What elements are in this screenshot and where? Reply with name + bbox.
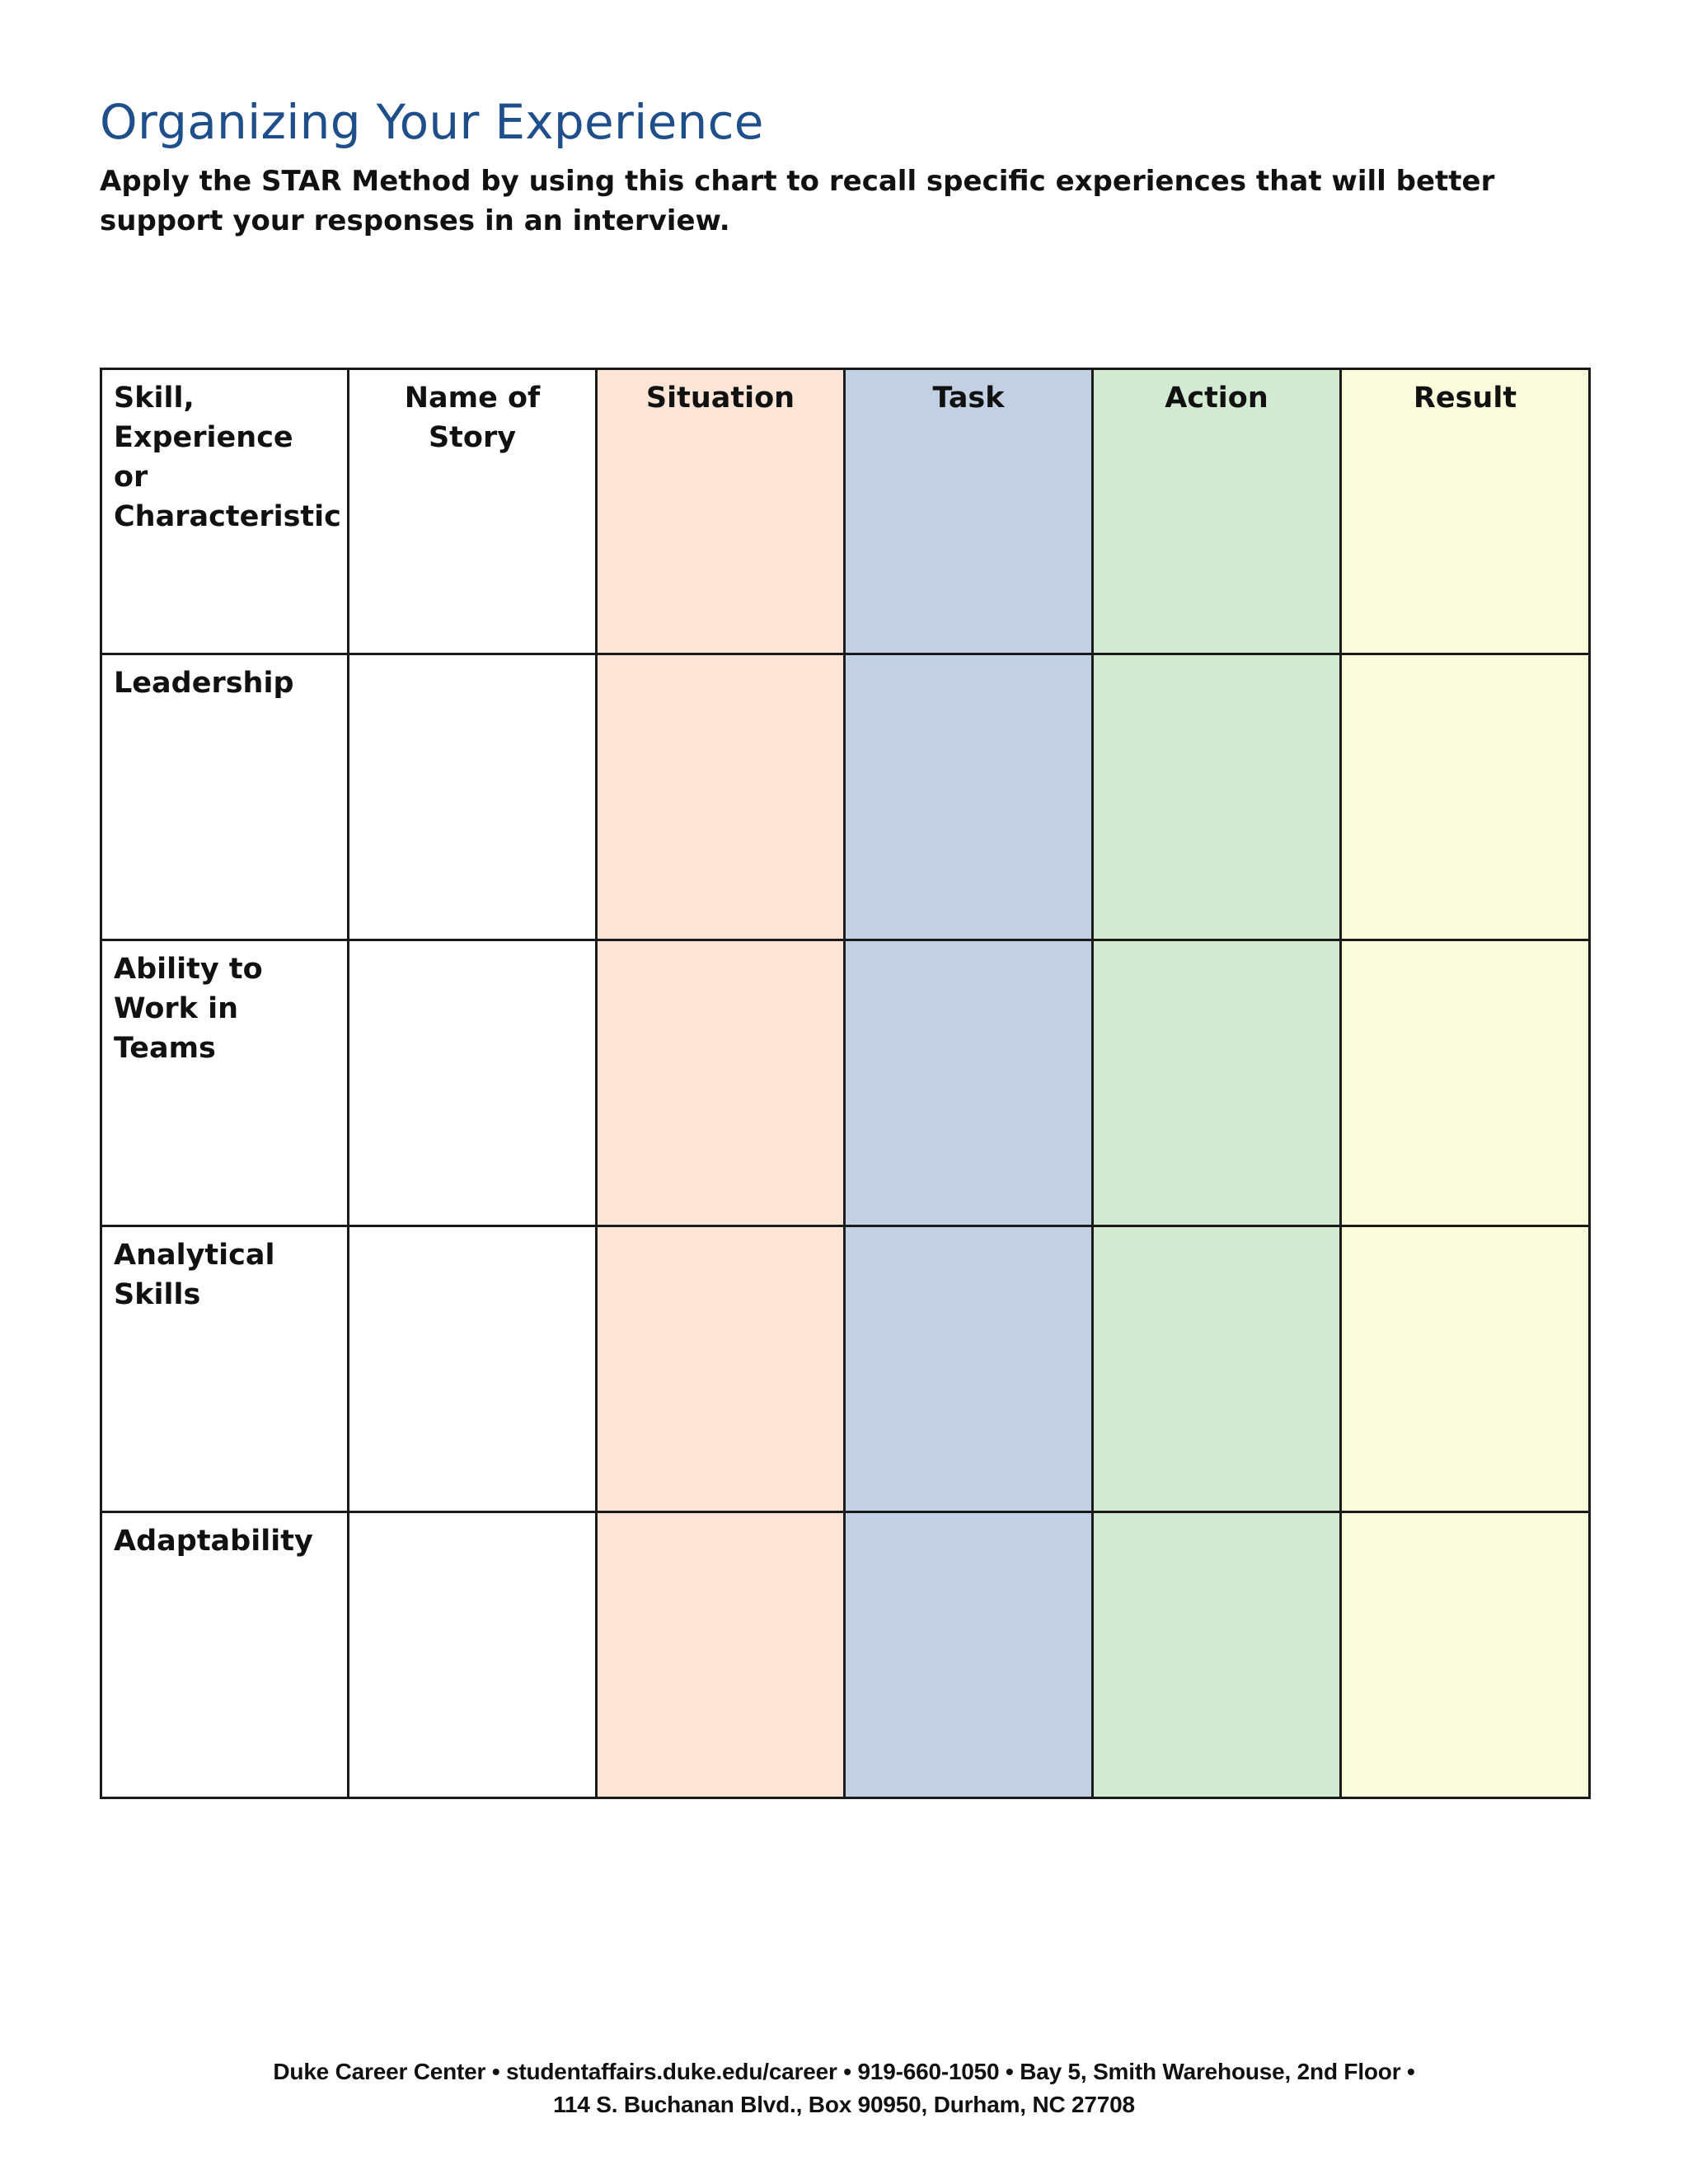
- header-result: Result: [1341, 369, 1590, 654]
- cell-task[interactable]: [845, 1226, 1093, 1512]
- intro-text: Apply the STAR Method by using this chart to recall specific experiences that will better support your responses in an interview.: [100, 165, 1495, 237]
- row-label-adaptability: Adaptability: [101, 1512, 349, 1798]
- cell-result[interactable]: [1341, 1512, 1590, 1798]
- header-name-of-story: Name of Story: [349, 369, 597, 654]
- cell-result[interactable]: [1341, 1226, 1590, 1512]
- table-header-row: [101, 369, 1590, 654]
- cell-action[interactable]: [1093, 940, 1341, 1226]
- cell-name-of-story[interactable]: [349, 940, 597, 1226]
- header-situation: Situation: [597, 369, 845, 654]
- cell-action[interactable]: [1093, 1226, 1341, 1512]
- header-task: Task: [845, 369, 1093, 654]
- row-label-teamwork: Ability to Work in Teams: [101, 940, 349, 1226]
- row-label-leadership: Leadership: [101, 654, 349, 940]
- footer-line-1: Duke Career Center • studentaffairs.duke.edu/career • 919-660-1050 • Bay 5, Smith Warehouse, 2nd Floor •: [273, 2059, 1415, 2084]
- footer-line-2: 114 S. Buchanan Blvd., Box 90950, Durham, NC 27708: [553, 2092, 1135, 2117]
- cell-name-of-story[interactable]: [349, 1512, 597, 1798]
- header-action: Action: [1093, 369, 1341, 654]
- table-row: [101, 654, 1590, 940]
- cell-action[interactable]: [1093, 654, 1341, 940]
- cell-situation[interactable]: [597, 1226, 845, 1512]
- cell-task[interactable]: [845, 940, 1093, 1226]
- row-label-analytical: Analytical Skills: [101, 1226, 349, 1512]
- cell-situation[interactable]: [597, 654, 845, 940]
- page-title: Organizing Your Experience: [100, 94, 764, 150]
- table-row: [101, 940, 1590, 1226]
- footer: [0, 2055, 1688, 2121]
- table-row: [101, 1226, 1590, 1512]
- cell-task[interactable]: [845, 1512, 1093, 1798]
- cell-task[interactable]: [845, 654, 1093, 940]
- header-skill: Skill, Experience or Characteristic: [101, 369, 349, 654]
- cell-name-of-story[interactable]: [349, 654, 597, 940]
- cell-result[interactable]: [1341, 654, 1590, 940]
- table-row: [101, 1512, 1590, 1798]
- star-chart-table: [100, 368, 1591, 1799]
- cell-result[interactable]: [1341, 940, 1590, 1226]
- cell-situation[interactable]: [597, 940, 845, 1226]
- cell-action[interactable]: [1093, 1512, 1341, 1798]
- cell-situation[interactable]: [597, 1512, 845, 1798]
- cell-name-of-story[interactable]: [349, 1226, 597, 1512]
